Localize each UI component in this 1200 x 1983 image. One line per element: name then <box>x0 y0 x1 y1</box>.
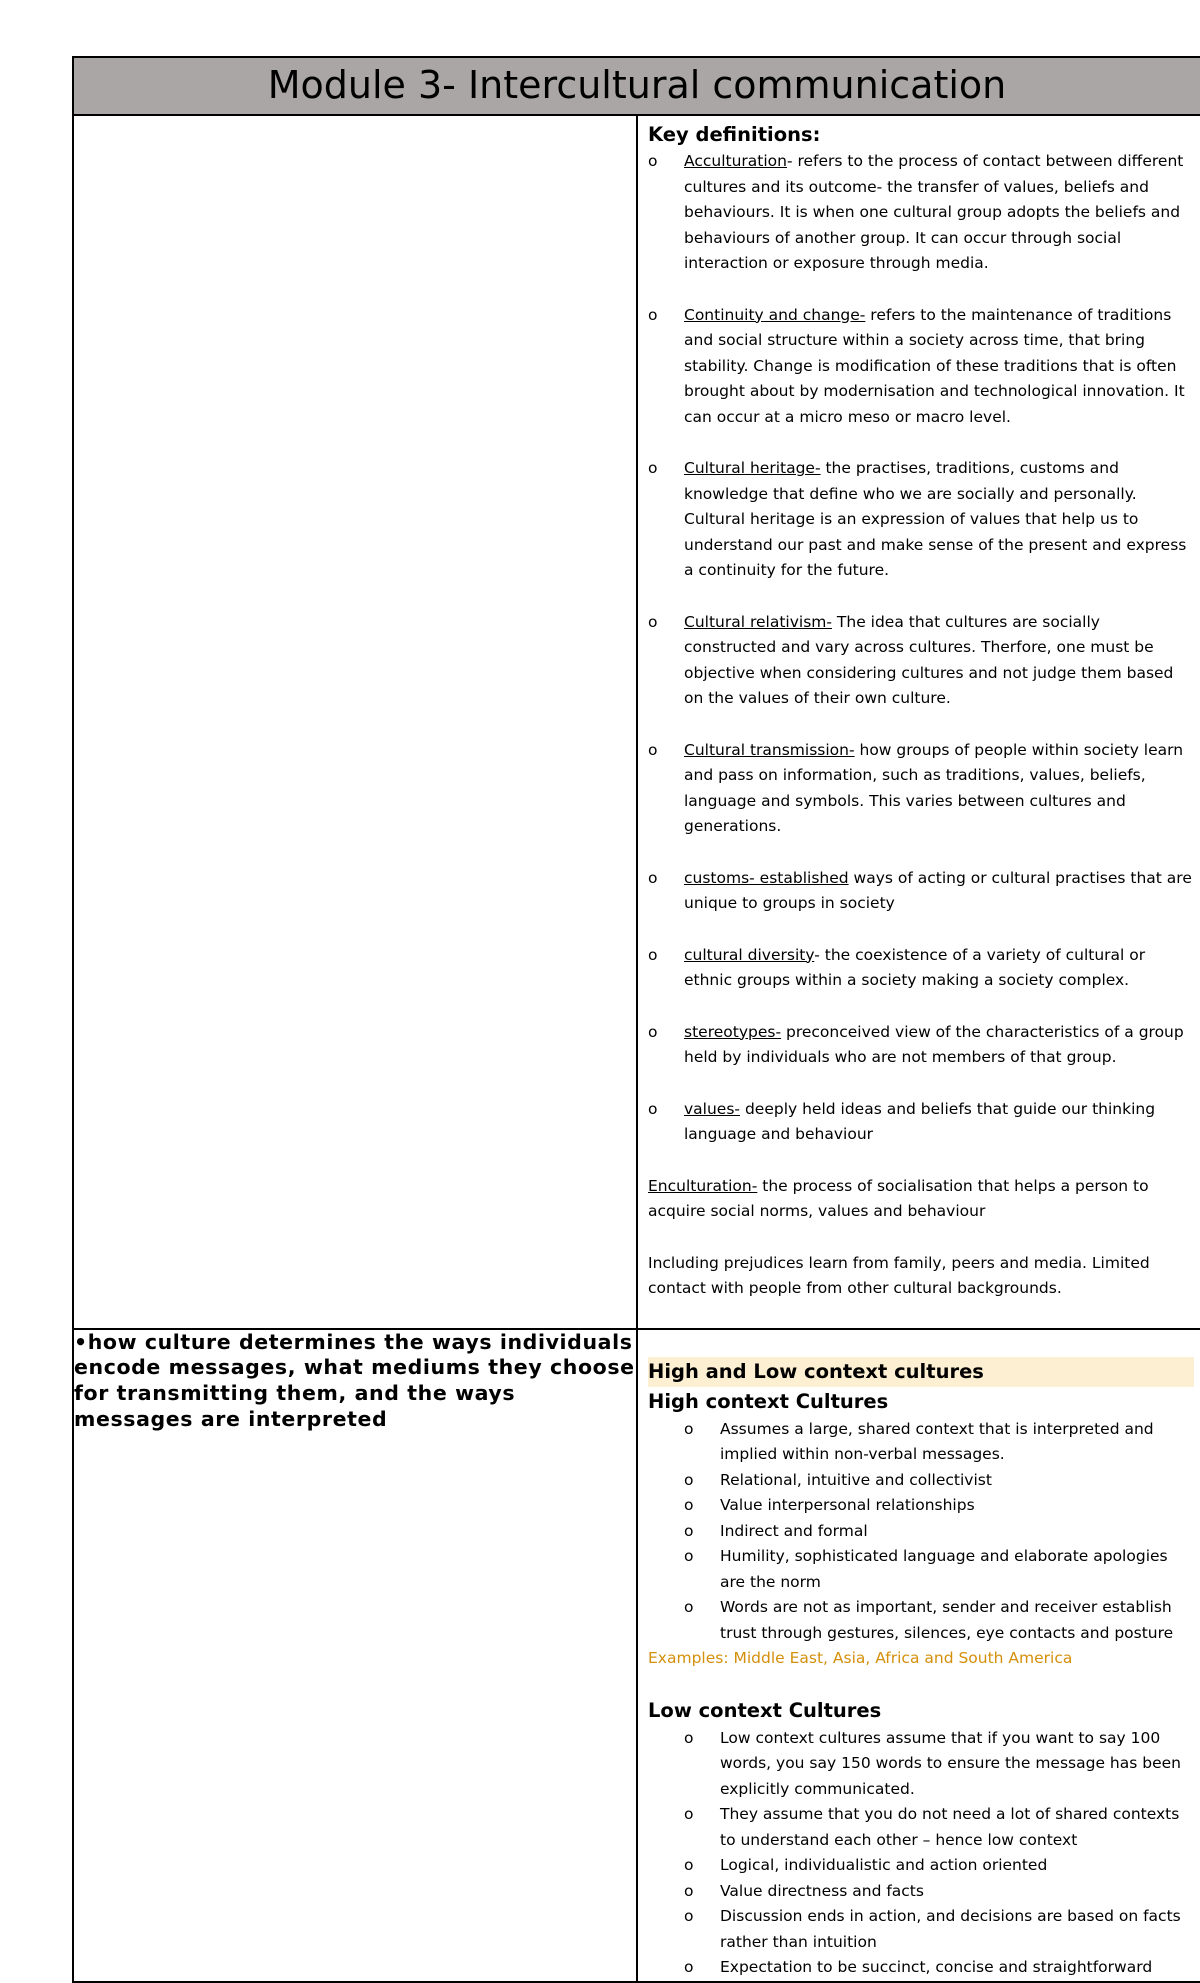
module-table <box>72 56 1200 1983</box>
definition-text: refers to the maintenance of traditions and social structure within a society across time, that bring stability. Change is modification of these traditions that is often brought about by modernisation and technological innovation. It can occur at a micro meso or macro level. <box>684 305 1185 426</box>
high-low-context-heading: High and Low context cultures <box>648 1357 1194 1387</box>
module-title: Module 3- Intercultural communication <box>73 57 1200 115</box>
high-context-heading: High context Cultures <box>648 1389 889 1413</box>
definition-text: deeply held ideas and beliefs that guide our thinking language and behaviour <box>684 1099 1156 1143</box>
bullet-icon: o <box>648 740 658 759</box>
definition-term: stereotypes- <box>684 1022 782 1041</box>
bullet-icon: o <box>684 1907 694 1925</box>
definition-text: how groups of people within society learn and pass on information, such as traditions, values, beliefs, language and symbols. This varies between cultures and generations. <box>684 740 1184 835</box>
definition-term: Enculturation- <box>648 1176 758 1195</box>
bullet-icon: o <box>684 1547 694 1565</box>
bullet-icon: o <box>648 459 658 477</box>
list-item-text: Humility, sophisticated language and elaborate apologies are the norm <box>720 1547 1168 1591</box>
bullet-icon: o <box>648 1099 658 1118</box>
definition-term: Acculturation <box>684 152 787 170</box>
definition-item <box>648 1097 1194 1148</box>
list-item-text: Assumes a large, shared context that is interpreted and implied within non-verbal messages. <box>720 1419 1154 1463</box>
definition-item <box>648 149 1194 277</box>
list-item <box>648 1879 1194 1905</box>
bullet-icon: o <box>684 1856 694 1874</box>
list-item-text: Expectation to be succinct, concise and straightforward <box>720 1958 1153 1976</box>
key-definitions-cell <box>637 115 1200 1329</box>
list-item-text: Words are not as important, sender and receiver establish trust through gestures, silences, eye contacts and posture <box>720 1598 1174 1642</box>
list-item-text: They assume that you do not need a lot of shared contexts to understand each other – hence low context <box>720 1805 1180 1849</box>
list-item <box>648 1544 1194 1595</box>
row1-left-cell <box>73 115 637 1329</box>
bullet-icon: o <box>648 612 658 631</box>
examples-line: Examples: Middle East, Asia, Africa and South America <box>648 1649 1073 1667</box>
list-item <box>648 1904 1194 1955</box>
definition-item <box>648 738 1194 840</box>
definition-text: - the coexistence of a variety of cultural or ethnic groups within a society making a society complex. <box>684 945 1146 989</box>
definitions-list <box>648 149 1194 1148</box>
definition-term: values- <box>684 1099 741 1118</box>
definition-item <box>648 456 1194 584</box>
bullet-icon: o <box>684 1805 694 1823</box>
bullet-icon: o <box>684 1728 694 1747</box>
definition-text: ways of acting or cultural practises that are unique to groups in society <box>684 868 1192 912</box>
bullet-icon: o <box>648 305 658 324</box>
list-item-text: Value interpersonal relationships <box>720 1496 975 1514</box>
context-cultures-cell <box>637 1329 1200 1982</box>
definition-item <box>648 303 1194 431</box>
list-item <box>648 1468 1194 1494</box>
bullet-icon: o <box>684 1521 694 1540</box>
list-item <box>648 1417 1194 1468</box>
definition-term: Cultural relativism- <box>684 612 832 631</box>
bullet-icon: o <box>684 1881 694 1900</box>
list-item <box>648 1493 1194 1519</box>
bullet-icon: o <box>648 868 658 887</box>
list-item <box>648 1955 1194 1981</box>
bullet-icon: o <box>684 1419 694 1438</box>
definition-term: Continuity and change- <box>684 305 866 324</box>
definition-item <box>648 1020 1194 1071</box>
list-item <box>648 1595 1194 1646</box>
list-item-text: Discussion ends in action, and decisions are based on facts rather than intuition <box>720 1907 1181 1951</box>
definition-term: Cultural transmission- <box>684 740 855 759</box>
definition-term: Cultural heritage- <box>684 459 821 477</box>
bullet-icon: o <box>684 1598 694 1616</box>
bullet-icon: o <box>648 1022 658 1041</box>
definition-text: - refers to the process of contact between different cultures and its outcome- the transfer of values, beliefs and behaviours. It is when one cultural group adopts the beliefs and behaviours of another group. It can occur through social interaction or exposure through media. <box>684 152 1184 272</box>
list-item <box>648 1853 1194 1879</box>
list-item-text: Indirect and formal <box>720 1521 868 1540</box>
list-item-text: Low context cultures assume that if you want to say 100 words, you say 150 words to ensure the message has been explicitly communicated. <box>720 1728 1181 1798</box>
including-paragraph: Including prejudices learn from family, peers and media. Limited contact with people from other cultural backgrounds. <box>648 1253 1150 1297</box>
low-context-heading: Low context Cultures <box>648 1698 882 1722</box>
definition-text: preconceived view of the characteristics of a group held by individuals who are not members of that group. <box>684 1022 1184 1066</box>
definition-term: cultural diversity <box>684 945 815 964</box>
bullet-icon: o <box>648 945 658 964</box>
list-item-text: Value directness and facts <box>720 1881 924 1900</box>
bullet-icon: o <box>648 152 658 170</box>
low-context-list <box>648 1726 1194 1981</box>
bullet-icon: o <box>684 1496 694 1514</box>
bullet-icon: o <box>684 1470 694 1489</box>
definition-text: the practises, traditions, customs and knowledge that define who we are socially and personally. Cultural heritage is an expression of values that help us to understand our past and make sense of the present and express a continuity for the future. <box>684 459 1187 579</box>
enculturation-definition <box>648 1174 1194 1225</box>
definition-item <box>648 866 1194 917</box>
list-item <box>648 1802 1194 1853</box>
encoding-messages-cell: •how culture determines the ways individuals encode messages, what mediums they choose for transmitting them, and the ways messages are interpreted <box>73 1329 637 1982</box>
list-item <box>648 1519 1194 1545</box>
list-item-text: Logical, individualistic and action oriented <box>720 1856 1048 1874</box>
definition-text: The idea that cultures are socially constructed and vary across cultures. Therfore, one must be objective when considering cultures and not judge them based on the values of their own culture. <box>684 612 1174 707</box>
list-item <box>648 1726 1194 1803</box>
key-definitions-heading: Key definitions: <box>648 123 821 146</box>
definition-term: customs- established <box>684 868 849 887</box>
definition-item <box>648 610 1194 712</box>
high-context-list <box>648 1417 1194 1647</box>
definition-text: the process of socialisation that helps a person to acquire social norms, values and behaviour <box>648 1176 1149 1220</box>
definition-item <box>648 943 1194 994</box>
bullet-icon: o <box>684 1958 694 1976</box>
list-item-text: Relational, intuitive and collectivist <box>720 1470 992 1489</box>
